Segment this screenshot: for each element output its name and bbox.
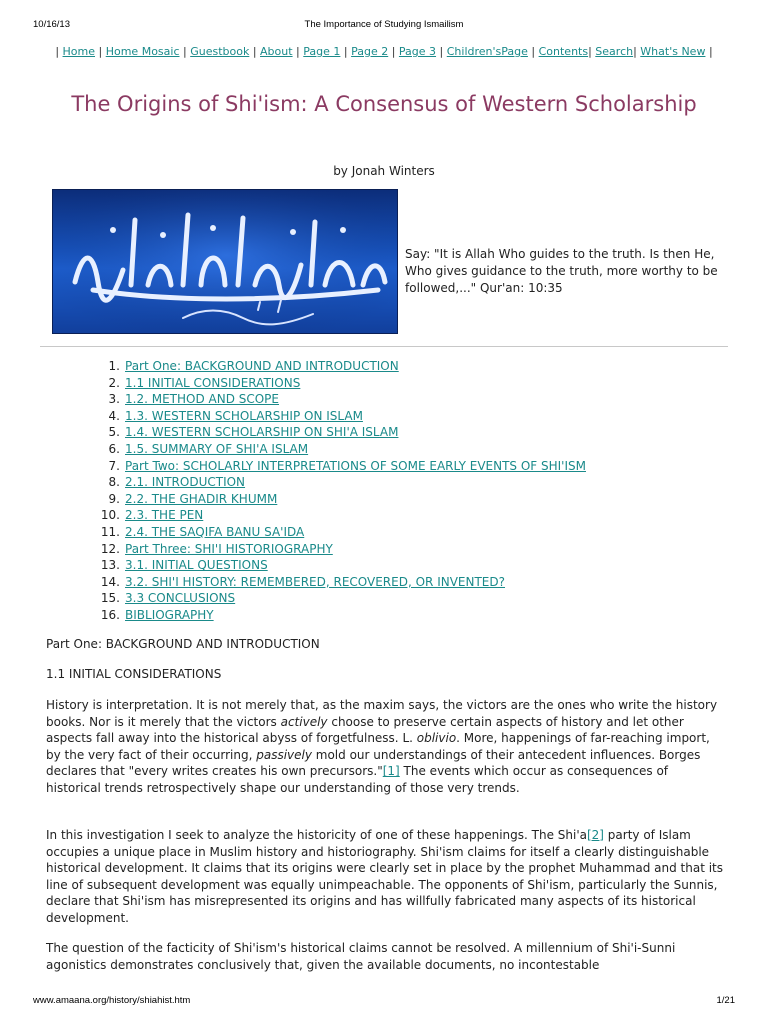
toc-number: 9. [108, 491, 120, 506]
toc-number: 8. [108, 475, 120, 490]
toc-link[interactable]: Part Three: SHI'I HISTORIOGRAPHY [125, 541, 333, 556]
text-run: . More, happenings of far-reaching import, by the very fact of their occurring, [46, 731, 710, 762]
toc-number: 4. [108, 408, 120, 423]
toc-link[interactable]: Part One: BACKGROUND AND INTRODUCTION [125, 359, 399, 373]
toc-number: 11. [100, 524, 120, 539]
nav-link-page-2[interactable]: Page 2 [351, 45, 389, 58]
nav-link-search[interactable]: Search [595, 45, 634, 58]
nav-link-home[interactable]: Home [62, 45, 96, 58]
toc-item [92, 441, 712, 458]
nav-link-page-1[interactable]: Page 1 [303, 45, 341, 58]
toc-number: 1. [108, 359, 120, 373]
nav-link-page-3[interactable]: Page 3 [398, 45, 437, 58]
toc-link[interactable]: 1.4. WESTERN SCHOLARSHIP ON SHI'A ISLAM [125, 425, 399, 440]
body-paragraph [46, 697, 726, 797]
nav-link-home-mosaic[interactable]: Home Mosaic [105, 45, 180, 58]
print-footer [33, 995, 735, 1009]
toc-link[interactable]: 2.4. THE SAQIFA BANU SA'IDA [125, 524, 305, 539]
footnote-link-1[interactable]: [1] [382, 764, 400, 779]
toc-number: 5. [108, 425, 120, 440]
toc-item [92, 375, 712, 392]
emphasis: passively [256, 747, 312, 762]
toc-number: 6. [108, 441, 120, 456]
toc-item [92, 491, 712, 508]
table-of-contents [92, 358, 712, 624]
nav-link-whats-new[interactable]: What's New [640, 45, 706, 58]
toc-link[interactable]: 1.3. WESTERN SCHOLARSHIP ON ISLAM [125, 408, 363, 423]
byline: by Jonah Winters [333, 164, 435, 178]
body-paragraph [46, 827, 726, 927]
toc-number: 14. [100, 574, 120, 589]
nav-link-guestbook[interactable]: Guestbook [190, 45, 250, 58]
toc-number: 2. [108, 375, 120, 390]
calligraphy-banner [52, 189, 398, 334]
toc-link[interactable]: 1.2. METHOD AND SCOPE [125, 392, 280, 407]
toc-link[interactable]: 3.2. SHI'I HISTORY: REMEMBERED, RECOVERED, OR INVENTED? [125, 574, 505, 589]
text-run: choose to preserve certain aspects of history and let other aspects fall away into the historical abyss of forgetfulness. L. [46, 714, 684, 746]
divider [40, 346, 728, 347]
print-url: www.amaana.org/history/shiahist.htm [33, 995, 191, 1006]
toc-item [92, 524, 712, 541]
toc-item [92, 474, 712, 491]
toc-number: 7. [108, 458, 120, 473]
text-run: mold our understandings of their antecedent influences. Borges declares that "every writes creates his own precursors." [46, 747, 701, 779]
toc-link[interactable]: 3.1. INITIAL QUESTIONS [125, 558, 268, 573]
toc-item [92, 424, 712, 441]
print-doc-title: The Importance of Studying Ismailism [304, 19, 464, 30]
emphasis: actively [280, 714, 328, 729]
toc-item [92, 607, 712, 624]
print-header [33, 19, 735, 33]
toc-number: 16. [100, 607, 120, 622]
toc-link[interactable]: 1.5. SUMMARY OF SHI'A ISLAM [125, 441, 309, 456]
toc-item [92, 507, 712, 524]
toc-item [92, 391, 712, 408]
text-run: party of Islam occupies a unique place in Muslim history and historiography. Shi'ism claims for itself a clearly distinguishable historical development. It claims that its origins were clearly set in place by the prophet Muhammad and that its line of subsequent development was equally unimpeachable. The opponents of Shi'ism, particularly the Sunnis, declare that Shi'ism has misrepresented its origins and has willfully fabricated many aspects of its historical development. [46, 828, 724, 925]
toc-item [92, 574, 712, 591]
toc-item [92, 557, 712, 574]
text-run: In this investigation I seek to analyze the historicity of one of these happenings. The Shi'a [46, 828, 587, 842]
top-nav: | Home | Home Mosaic | Guestbook | About | Page 1 | Page 2 | Page 3 | Children'sPage | Contents| Search| What's New | [55, 45, 713, 58]
toc-link[interactable]: Part Two: SCHOLARLY INTERPRETATIONS OF SOME EARLY EVENTS OF SHI'ISM [125, 458, 586, 473]
emphasis: oblivio [416, 731, 457, 746]
toc-number: 10. [100, 508, 120, 523]
toc-item [92, 408, 712, 425]
nav-link-childrens-page[interactable]: Children'sPage [446, 45, 528, 58]
nav-link-about[interactable]: About [260, 45, 293, 58]
print-date: 10/16/13 [33, 19, 70, 30]
toc-link[interactable]: 2.2. THE GHADIR KHUMM [125, 491, 278, 506]
toc-link[interactable]: 2.1. INTRODUCTION [125, 475, 246, 490]
toc-item [92, 458, 712, 475]
toc-item [92, 541, 712, 558]
toc-item [92, 590, 712, 607]
toc-link[interactable]: 2.3. THE PEN [125, 508, 204, 523]
toc-link[interactable]: 1.1 INITIAL CONSIDERATIONS [125, 375, 301, 390]
toc-number: 15. [100, 591, 120, 606]
nav-link-contents[interactable]: Contents [538, 45, 589, 58]
toc-link[interactable]: BIBLIOGRAPHY [125, 607, 214, 622]
toc-item [92, 358, 712, 375]
footnote-link-2[interactable]: [2] [586, 828, 604, 842]
toc-number: 3. [108, 392, 120, 407]
body-paragraph: The question of the facticity of Shi'ism's historical claims cannot be resolved. A millennium of Shi'i-Sunni agonistics demonstrates conclusively that, given the available documents, no incontestable [46, 941, 676, 972]
section-heading-initial: 1.1 INITIAL CONSIDERATIONS [46, 667, 222, 681]
text-run: The events which occur as consequences of historical trends retrospectively shape our understanding of those very trends. [46, 764, 669, 795]
text-run: History is interpretation. It is not merely that, as the maxim says, the victors are the ones who write the history books. Nor is it merely that the victors [46, 698, 718, 729]
toc-link[interactable]: 3.3 CONCLUSIONS [125, 591, 236, 606]
print-page-number: 1/21 [716, 995, 735, 1006]
toc-number: 12. [100, 541, 120, 556]
toc-number: 13. [100, 558, 120, 573]
section-heading-part-one: Part One: BACKGROUND AND INTRODUCTION [46, 637, 320, 651]
page-title: The Origins of Shi'ism: A Consensus of Western Scholarship [71, 92, 697, 116]
calligraphy-image [53, 190, 398, 334]
quran-quote: Say: "It is Allah Who guides to the truth. Is then He, Who gives guidance to the truth, more worthy to be followed,..." Qur'an: 10:35 [405, 247, 718, 295]
